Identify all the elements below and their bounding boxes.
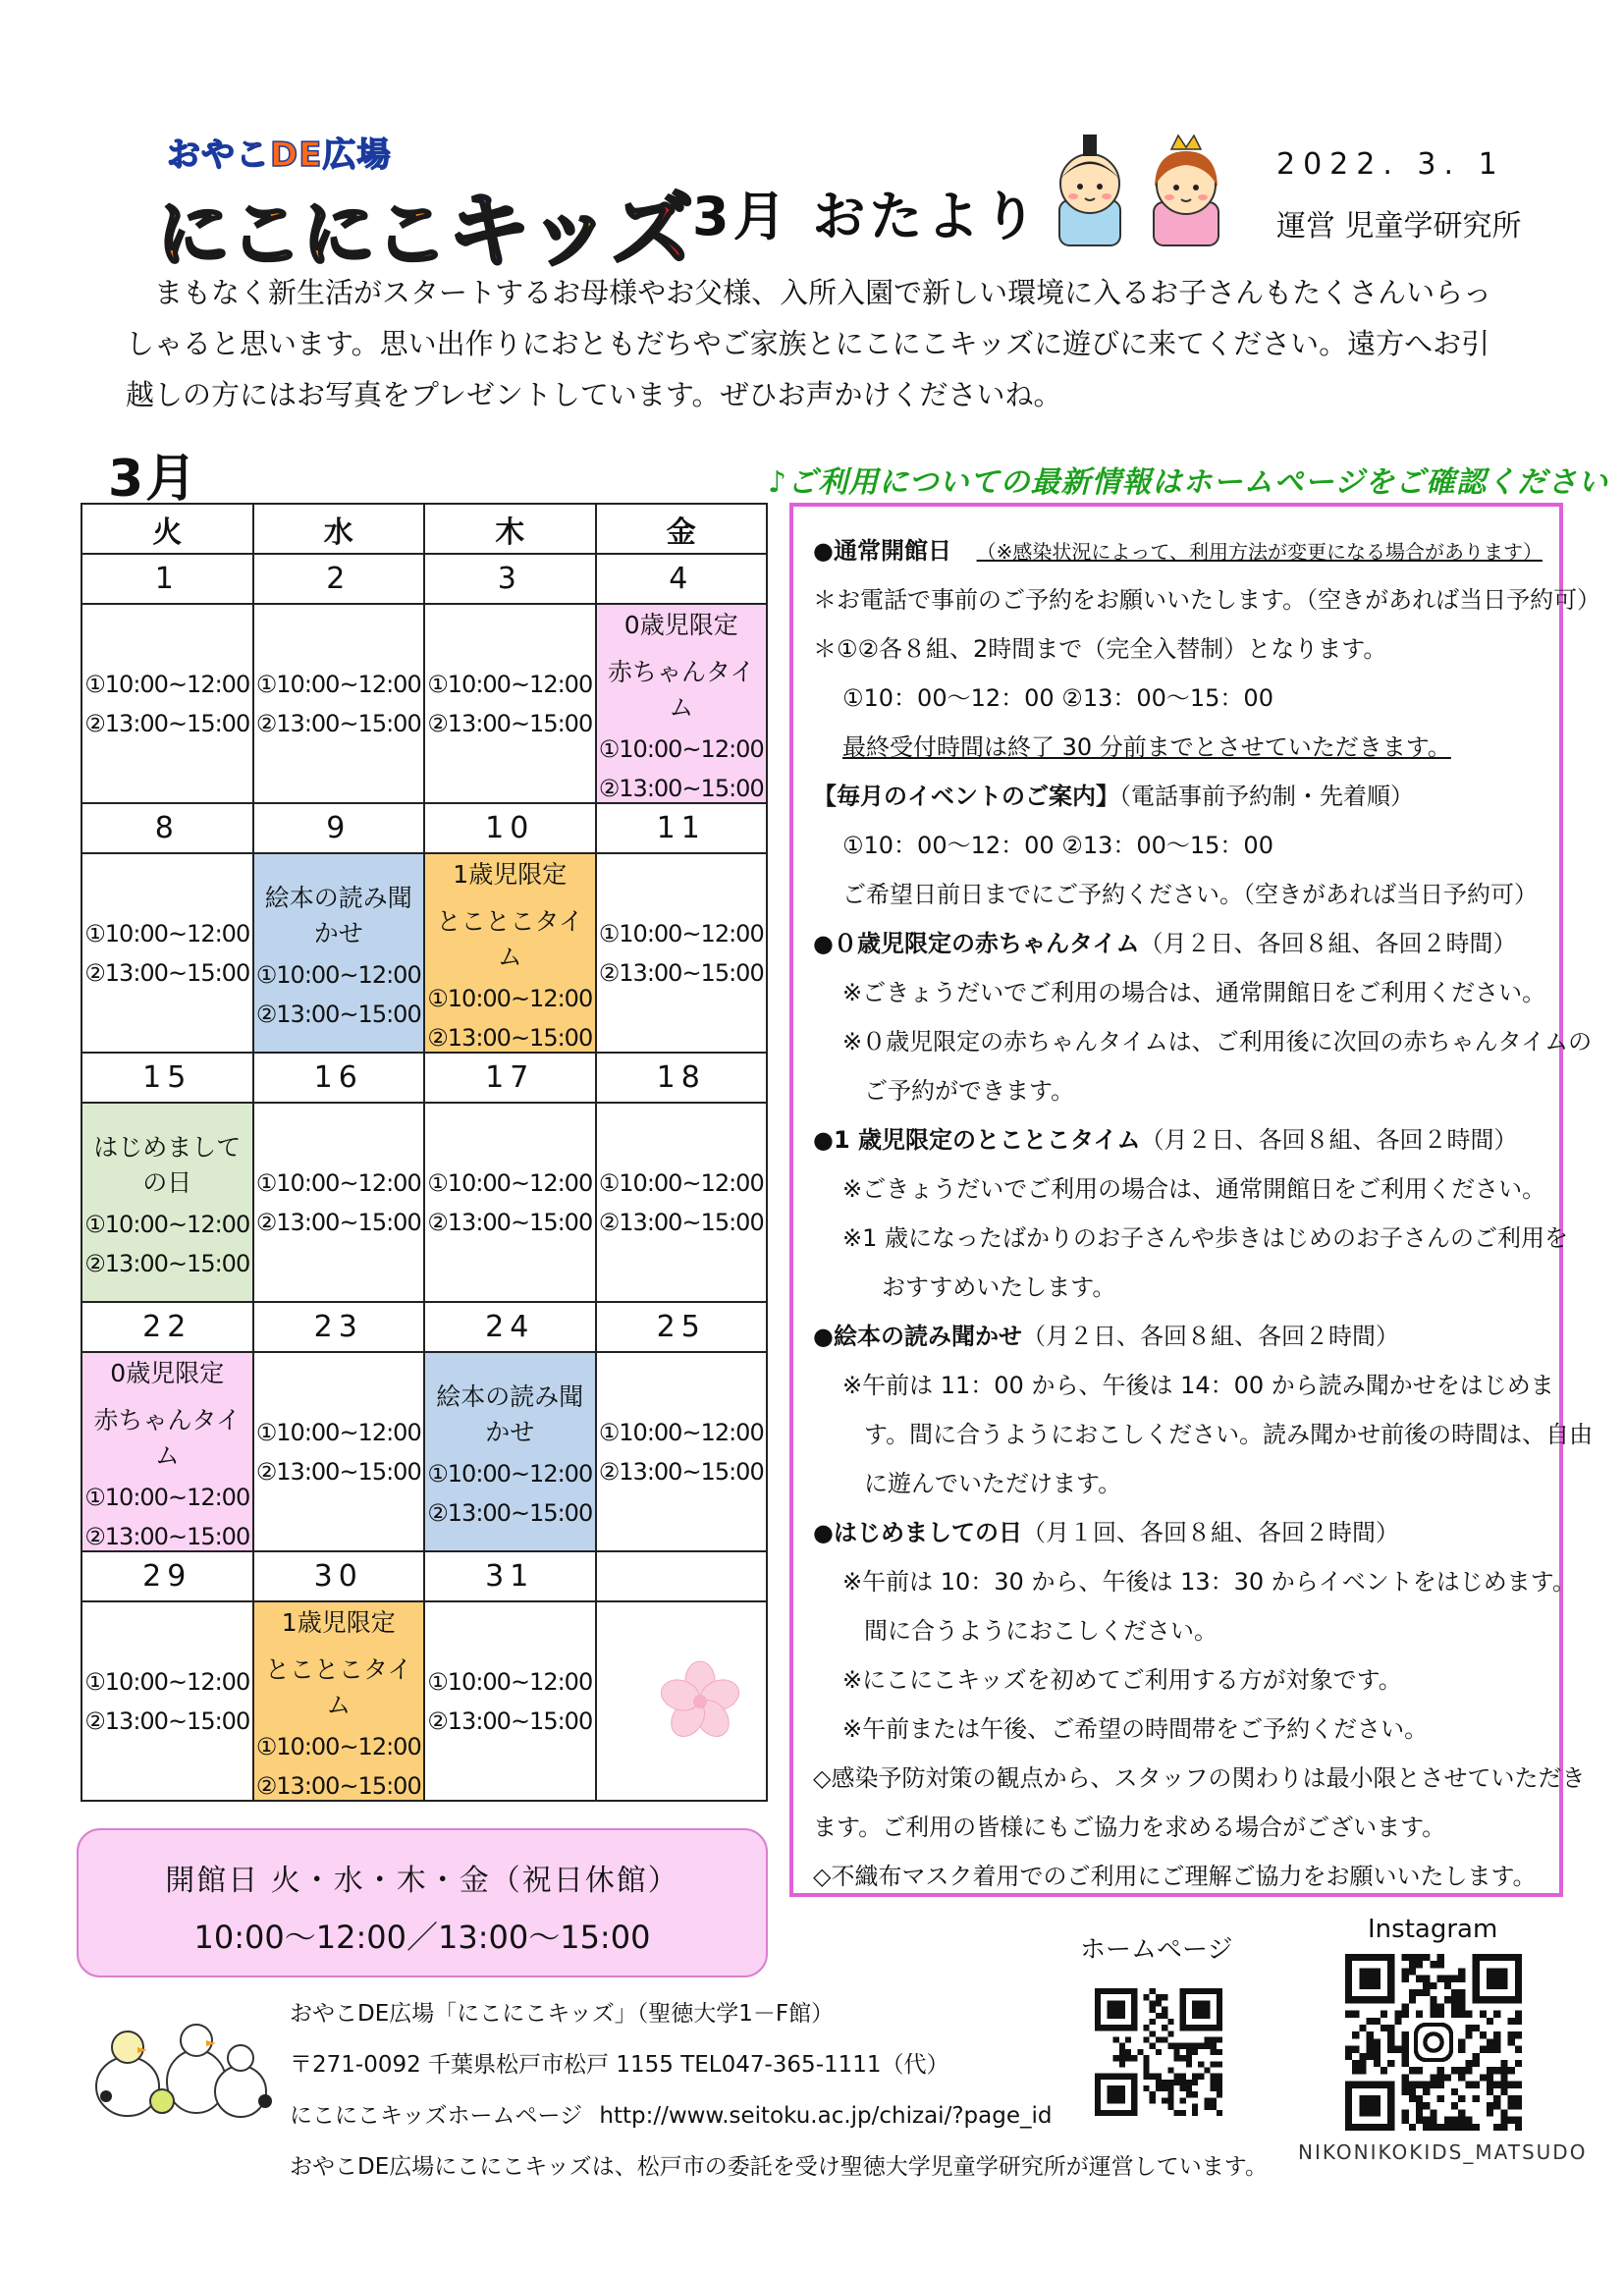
schedule-row [81, 1103, 767, 1302]
page-title: 3月 おたより [692, 186, 1041, 247]
info-line: ＊お電話で事前のご予約をお願いいたします。（空きがあれば当日予約可） [813, 586, 1601, 614]
section-note: （※感染状況によって、利用方法が変更になる場合があります） [976, 540, 1543, 564]
schedule-cell [596, 853, 768, 1053]
date-number: 22 [81, 1302, 253, 1352]
footer-homepage-label: にこにこキッズホームページ [290, 2103, 583, 2129]
event-name: はじめましての日 [93, 1132, 242, 1197]
event-heading [813, 772, 1545, 821]
calendar-table [81, 503, 768, 1802]
section-sub: （月２日、各回８組、各回２時間） [1139, 930, 1517, 957]
event-name: 0歳児限定 [110, 1358, 225, 1387]
schedule-cell [253, 1352, 425, 1551]
time-slot: ②13:00~15:00 [598, 1457, 764, 1486]
info-panel [789, 503, 1601, 1897]
time-slot: ②13:00~15:00 [84, 709, 250, 737]
info-line: ご希望日前日までにご予約ください。（空きがあれば当日予約可） [842, 881, 1538, 908]
date-row [81, 1551, 767, 1601]
time-slot: ①10:00~12:00 [255, 1168, 421, 1197]
opening-times: 10:00～12:00／13:00～15:00 [193, 1919, 651, 1956]
time-slot: ①10:00~12:00 [598, 919, 764, 948]
toko-heading [813, 1115, 1545, 1164]
schedule-cell [596, 1103, 768, 1302]
section-sub: （月１回、各回８組、各回２時間） [1021, 1519, 1399, 1546]
date-row [81, 803, 767, 853]
schedule-row [81, 853, 767, 1053]
date-number: 31 [424, 1551, 596, 1601]
info-line: ※にこにこキッズを初めてご利用する方が対象です。 [842, 1666, 1402, 1694]
section-title: ●絵本の読み聞かせ [813, 1323, 1022, 1350]
first-heading [813, 1508, 1545, 1557]
time-slot: ②13:00~15:00 [255, 709, 421, 737]
schedule-row [81, 1352, 767, 1551]
opening-days: 開館日 火・水・木・金（祝日休館） [165, 1864, 679, 1898]
time-slot: ①10:00~12:00 [84, 670, 250, 698]
time-slot: ①10:00~12:00 [84, 1483, 250, 1511]
instagram-handle: NIKONIKOKIDS_MATSUDO [1298, 2140, 1588, 2164]
section-sub: （月２日、各回８組、各回２時間） [1140, 1126, 1518, 1154]
event-name: 1歳児限定 [281, 1607, 396, 1637]
time-slot: ②13:00~15:00 [427, 1498, 593, 1527]
schedule-cell [81, 1103, 253, 1302]
section-title: ●０歳児限定の赤ちゃんタイム [813, 930, 1140, 957]
date-number: 30 [253, 1551, 425, 1601]
weekday-header: 木 [424, 504, 596, 554]
weekday-row [81, 504, 767, 554]
info-line: ※1 歳になったばかりのお子さんや歩きはじめのお子さんのご利用を [842, 1224, 1569, 1252]
time-slot: ②13:00~15:00 [427, 1208, 593, 1236]
event-name: 0歳児限定 [623, 610, 738, 639]
date-number [596, 1551, 768, 1601]
info-line: おすすめいたします。 [882, 1273, 1116, 1301]
schedule-row [81, 604, 767, 803]
homepage-qr-label: ホームページ [1080, 1935, 1233, 1965]
time-slot: ②13:00~15:00 [427, 1706, 593, 1735]
schedule-cell [253, 1103, 425, 1302]
info-line: 間に合うようにおこしください。 [864, 1617, 1218, 1645]
date-number: 29 [81, 1551, 253, 1601]
info-line: ます。ご利用の皆様にもご協力を求める場合がございます。 [813, 1814, 1446, 1841]
info-line [813, 723, 1545, 772]
schedule-cell [81, 1352, 253, 1551]
weekday-header: 金 [596, 504, 768, 554]
date-row [81, 554, 767, 604]
section-sub: （電話事前予約制・先着順） [1119, 783, 1414, 810]
homepage-link[interactable]: http://www.seitoku.ac.jp/chizai/?page_id [599, 2103, 1053, 2129]
info-line: ◇感染予防対策の観点から、スタッフの関わりは最小限とさせていただき [813, 1764, 1586, 1792]
schedule-cell [253, 853, 425, 1053]
time-slot: ②13:00~15:00 [84, 958, 250, 987]
date-number: 4 [596, 554, 768, 604]
time-slot: ①10:00~12:00 [255, 1732, 421, 1760]
time-slot: ①10:00~12:00 [427, 1459, 593, 1488]
sakura-flower-icon [656, 1657, 744, 1746]
time-slot: ①10:00~12:00 [255, 1418, 421, 1446]
date-number: 3 [424, 554, 596, 604]
intro-line: まもなく新生活がスタートするお母様やお父様、入所入園で新しい環境に入るお子さんもたくさんいらっ [154, 276, 1492, 309]
logo [157, 128, 694, 279]
info-line: ※ごきょうだいでご利用の場合は、通常開館日をご利用ください。 [842, 1175, 1546, 1203]
date-number: 24 [424, 1302, 596, 1352]
info-line: す。間に合うようにおこしください。読み聞かせ前後の時間は、自由 [864, 1421, 1594, 1448]
event-name: とことこタイム [436, 906, 583, 971]
weekday-header: 火 [81, 504, 253, 554]
date-row [81, 1302, 767, 1352]
event-name: 赤ちゃんタイム [607, 657, 755, 722]
intro-line: 越しの方にはお写真をプレゼントしています。ぜひお声かけくださいね。 [126, 378, 1062, 411]
schedule-cell [424, 1601, 596, 1801]
logo-subtitle: おやこDE広場 [167, 135, 392, 175]
time-slot: ②13:00~15:00 [255, 1000, 421, 1028]
time-slot: ①10:00~12:00 [598, 1168, 764, 1197]
time-slot: ②13:00~15:00 [598, 1208, 764, 1236]
hina-dolls-illustration [1046, 130, 1232, 247]
time-slot: ②13:00~15:00 [598, 958, 764, 987]
date-number: 18 [596, 1053, 768, 1103]
section-sub: （月２日、各回８組、各回２時間） [1021, 1323, 1399, 1350]
calendar-body [81, 554, 767, 1801]
homepage-notice: ♪ご利用についての最新情報はホームページをご確認ください [768, 465, 1608, 500]
footer-address: 〒271-0092 千葉県松戸市松戸 1155 TEL047-365-1111（代） [290, 2052, 949, 2078]
date-number: 2 [253, 554, 425, 604]
time-slot: ①10:00~12:00 [255, 670, 421, 698]
baby-heading [813, 919, 1545, 968]
weekday-header: 水 [253, 504, 425, 554]
time-slot: ①10:00~12:00 [255, 960, 421, 989]
schedule-cell [81, 1601, 253, 1801]
date-number: 11 [596, 803, 768, 853]
info-line: ①10：00～12：00 ②13：00～15：00 [842, 684, 1273, 712]
time-slot: ①10:00~12:00 [598, 1418, 764, 1446]
section-title: ●はじめましての日 [813, 1519, 1022, 1546]
time-slot: ①10:00~12:00 [84, 919, 250, 948]
logo-wordmark-part: ッ [528, 183, 612, 279]
info-line: ※ごきょうだいでご利用の場合は、通常開館日をご利用ください。 [842, 979, 1546, 1006]
time-slot: ②13:00~15:00 [598, 774, 764, 802]
schedule-cell [424, 604, 596, 803]
time-slot: ①10:00~12:00 [84, 1210, 250, 1238]
date-number: 25 [596, 1302, 768, 1352]
info-line: に遊んでいただけます。 [864, 1470, 1122, 1497]
time-slot: ①10:00~12:00 [84, 1667, 250, 1696]
time-slot: ②13:00~15:00 [255, 1457, 421, 1486]
info-line: ※午前は 10：30 から、午後は 13：30 からイベントをはじめます。 [842, 1568, 1576, 1596]
date-number: 15 [81, 1053, 253, 1103]
date-row [81, 1053, 767, 1103]
info-line: ※０歳児限定の赤ちゃんタイムは、ご利用後に次回の赤ちゃんタイムの [842, 1028, 1593, 1056]
ducks-illustration [88, 2003, 275, 2131]
schedule-cell [81, 853, 253, 1053]
time-slot: ①10:00~12:00 [427, 670, 593, 698]
book-heading [813, 1312, 1545, 1361]
calendar-month: 3月 [108, 450, 199, 509]
time-slot: ①10:00~12:00 [427, 1168, 593, 1197]
schedule-cell [596, 1601, 768, 1801]
time-slot: ②13:00~15:00 [427, 1023, 593, 1052]
time-slot: ②13:00~15:00 [427, 709, 593, 737]
event-name: 1歳児限定 [453, 859, 568, 889]
event-name: 絵本の読み聞かせ [264, 883, 412, 948]
event-name: 赤ちゃんタイム [93, 1405, 241, 1470]
footer-line: おやこDE広場「にこにこキッズ」（聖徳大学1－F館） [290, 2001, 835, 2027]
info-underlined: 最終受付時間は終了 30 分前までとさせていただきます。 [842, 733, 1451, 761]
date-number: 17 [424, 1053, 596, 1103]
info-line: ※午前は 11：00 から、午後は 14：00 から読み聞かせをはじめま [842, 1372, 1554, 1399]
info-line: ①10：00～12：00 ②13：00～15：00 [842, 832, 1273, 859]
logo-wordmark [157, 165, 693, 284]
date-number: 1 [81, 554, 253, 604]
info-line: ＊①②各８組、2時間まで（完全入替制）となります。 [813, 635, 1387, 663]
intro-line: しゃると思います。思い出作りにおともだちやご家族とにこにこキッズに遊びに来てください。遠方へお引 [126, 327, 1490, 360]
issue-date: 2022. 3. 1 [1276, 147, 1505, 182]
section-title: 【毎月のイベントのご案内】 [813, 783, 1119, 810]
event-name: 絵本の読み聞かせ [436, 1381, 584, 1446]
regular-heading [813, 526, 1545, 575]
date-number: 10 [424, 803, 596, 853]
section-title: ●通常開館日 [813, 537, 951, 565]
opening-hours-box [77, 1828, 768, 1977]
date-number: 23 [253, 1302, 425, 1352]
time-slot: ①10:00~12:00 [427, 984, 593, 1012]
organization: 運営 児童学研究所 [1276, 209, 1522, 244]
schedule-cell [424, 853, 596, 1053]
info-line: ※午前または午後、ご希望の時間帯をご予約ください。 [842, 1715, 1429, 1743]
instagram-qr-code[interactable] [1345, 1954, 1522, 2131]
schedule-cell [596, 1352, 768, 1551]
info-line: ◇不織布マスク着用でのご利用にご理解ご協力をお願いいたします。 [813, 1863, 1537, 1890]
logo-wordmark-part: キ [448, 183, 529, 279]
logo-wordmark-part: ズ [611, 183, 694, 279]
time-slot: ①10:00~12:00 [427, 1667, 593, 1696]
section-title: ●1 歳児限定のとことこタイム [813, 1126, 1141, 1154]
schedule-cell [253, 1601, 425, 1801]
instagram-qr-label: Instagram [1368, 1915, 1498, 1944]
schedule-cell [81, 604, 253, 803]
event-name: とことこタイム [264, 1654, 412, 1719]
time-slot: ①10:00~12:00 [598, 734, 764, 763]
intro-text [126, 267, 1520, 420]
info-line: ご予約ができます。 [864, 1077, 1075, 1105]
date-number: 16 [253, 1053, 425, 1103]
time-slot: ②13:00~15:00 [255, 1771, 421, 1800]
date-number: 8 [81, 803, 253, 853]
schedule-cell [424, 1352, 596, 1551]
time-slot: ②13:00~15:00 [84, 1249, 250, 1277]
logo-wordmark-part: にこにこ [157, 192, 448, 277]
schedule-row [81, 1601, 767, 1801]
flower-center [693, 1695, 707, 1708]
schedule-cell [253, 604, 425, 803]
schedule-cell [424, 1103, 596, 1302]
date-number: 9 [253, 803, 425, 853]
schedule-cell [596, 604, 768, 803]
homepage-qr-code[interactable] [1095, 1988, 1222, 2116]
footer-note: おやこDE広場にこにこキッズは、松戸市の委託を受け聖徳大学児童学研究所が運営しています。 [290, 2154, 1268, 2180]
time-slot: ②13:00~15:00 [255, 1208, 421, 1236]
time-slot: ②13:00~15:00 [84, 1706, 250, 1735]
time-slot: ②13:00~15:00 [84, 1522, 250, 1550]
